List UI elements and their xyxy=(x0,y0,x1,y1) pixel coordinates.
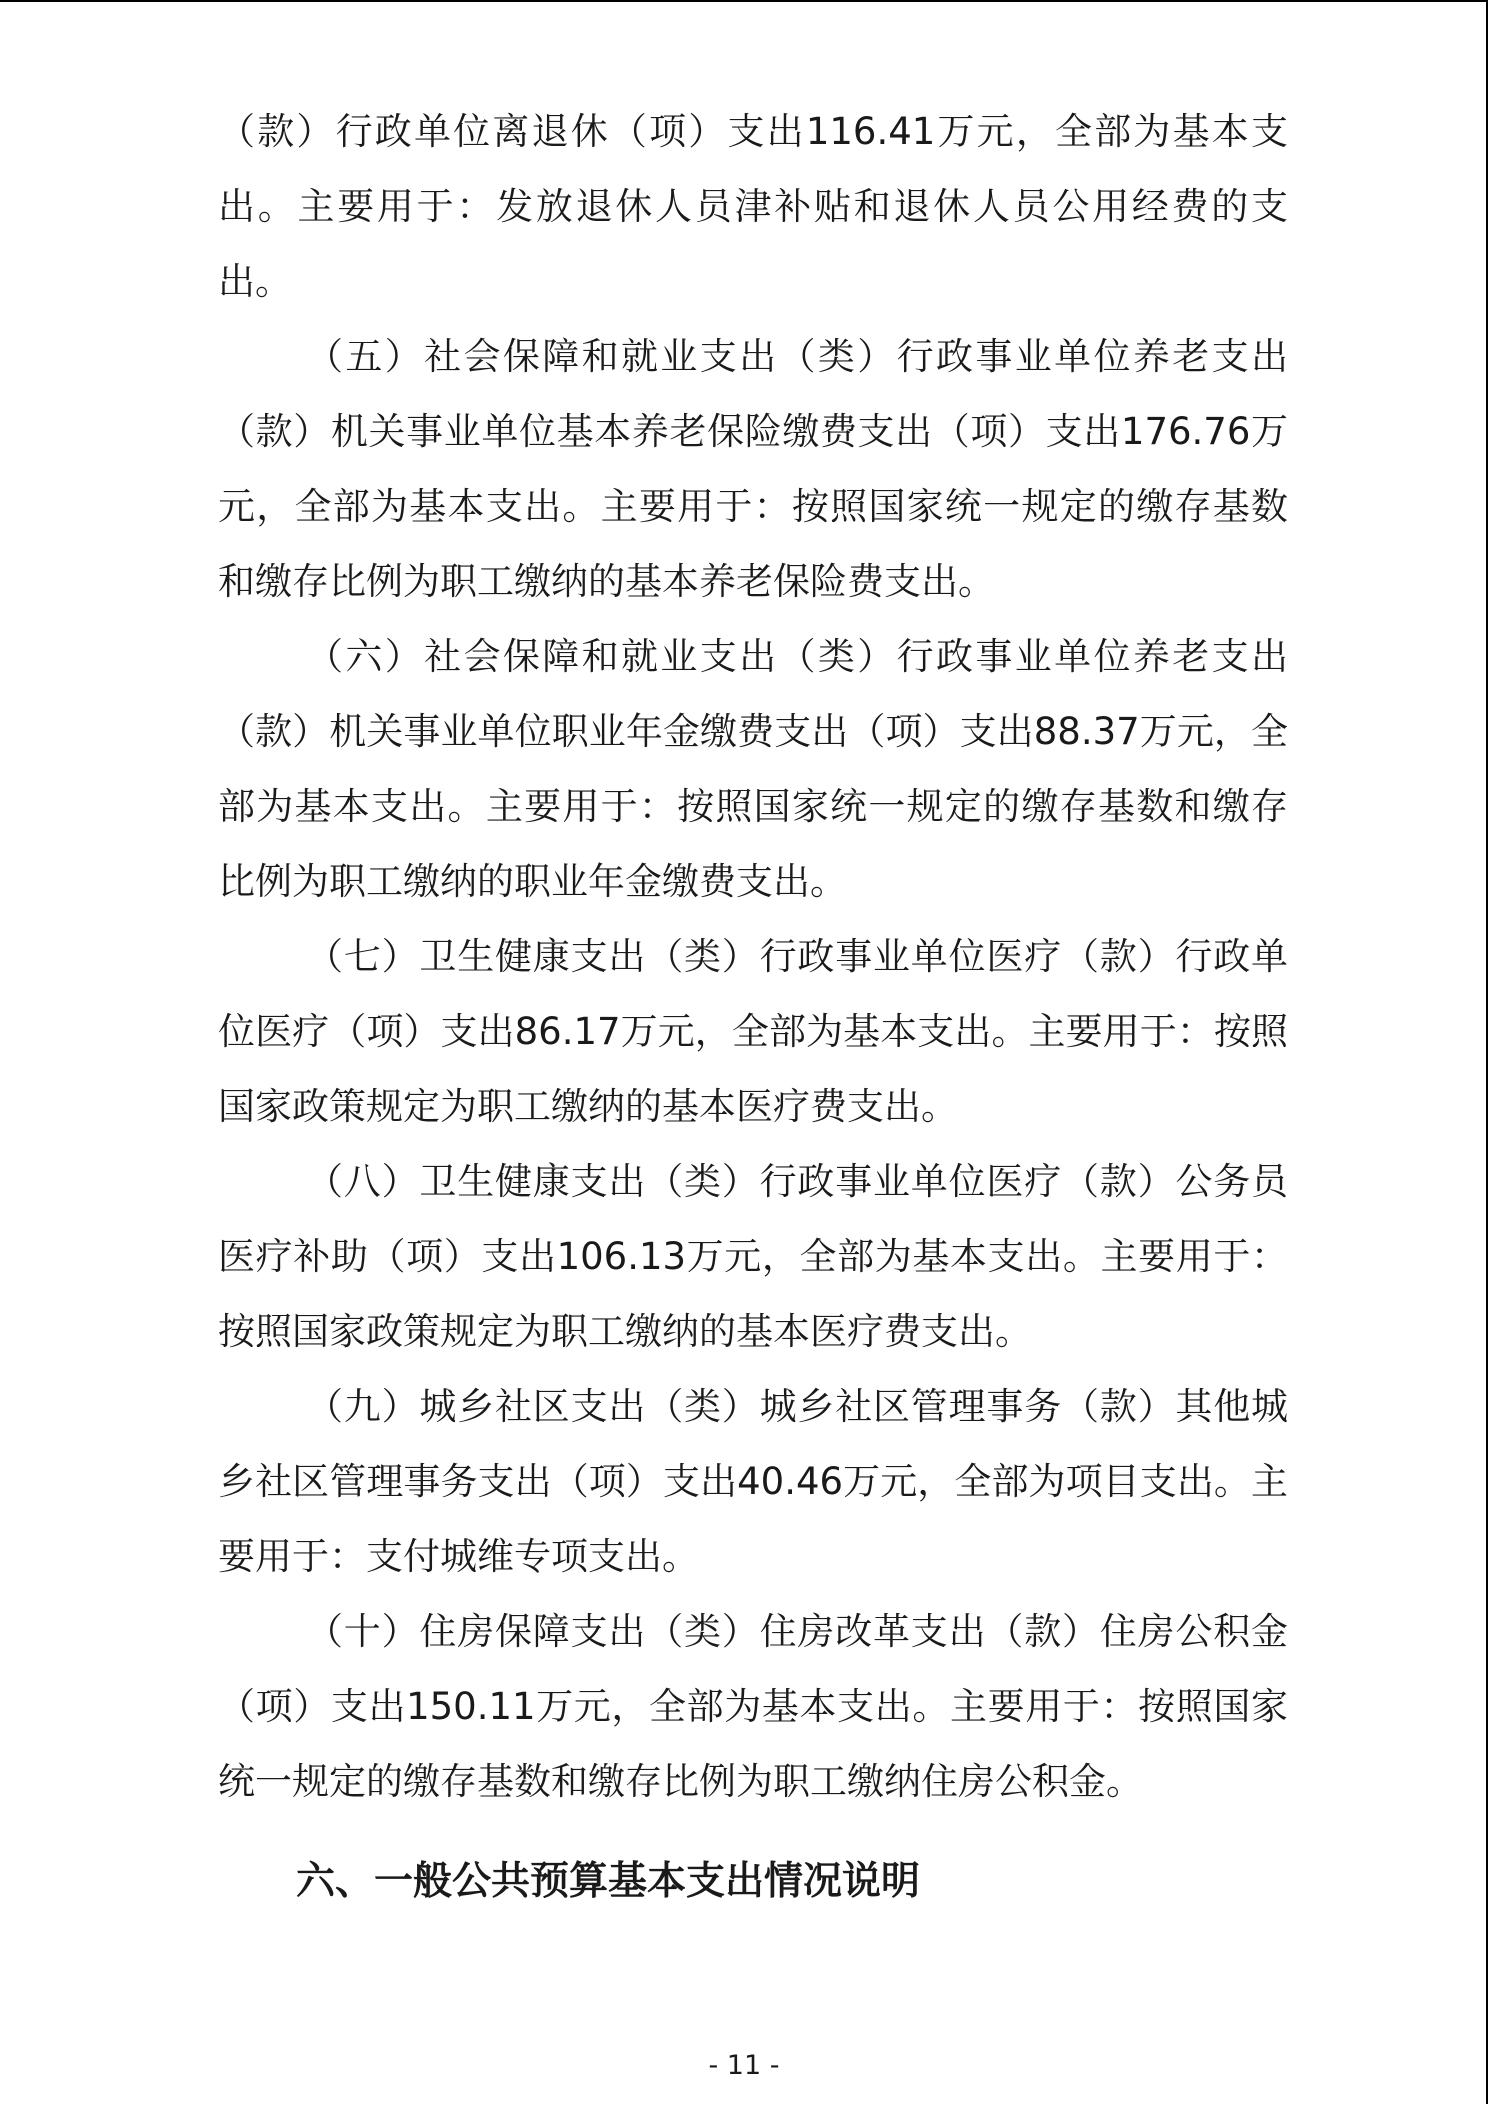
paragraph-retirement: （款）行政单位离退休（项）支出116.41万元，全部为基本支出。主要用于：发放退休人员津补贴和退休人员公用经费的支出。 xyxy=(218,110,1288,303)
paragraph-urban-rural-community: （九）城乡社区支出（类）城乡社区管理事务（款）其他城乡社区管理事务支出（项）支出40.46万元，全部为项目支出。主要用于：支付城维专项支出。 xyxy=(218,1385,1288,1578)
paragraph-housing-fund: （十）住房保障支出（类）住房改革支出（款）住房公积金（项）支出150.11万元，全部为基本支出。主要用于：按照国家统一规定的缴存基数和缴存比例为职工缴纳住房公积金。 xyxy=(218,1610,1288,1803)
paragraph-administrative-medical: （七）卫生健康支出（类）行政事业单位医疗（款）行政单位医疗（项）支出86.17万元，全部为基本支出。主要用于：按照国家政策规定为职工缴纳的基本医疗费支出。 xyxy=(218,935,1288,1128)
page-number: - 11 - xyxy=(708,2050,780,2081)
paragraph-occupational-annuity: （六）社会保障和就业支出（类）行政事业单位养老支出（款）机关事业单位职业年金缴费支出（项）支出88.37万元，全部为基本支出。主要用于：按照国家统一规定的缴存基数和缴存比例为职工缴纳的职业年金缴费支出。 xyxy=(218,635,1288,903)
section-heading: 六、一般公共预算基本支出情况说明 xyxy=(296,1859,921,1904)
paragraph-civil-servant-medical: （八）卫生健康支出（类）行政事业单位医疗（款）公务员医疗补助（项）支出106.13万元，全部为基本支出。主要用于：按照国家政策规定为职工缴纳的基本医疗费支出。 xyxy=(218,1160,1288,1353)
document-body xyxy=(218,94,1288,1819)
paragraph-basic-pension: （五）社会保障和就业支出（类）行政事业单位养老支出（款）机关事业单位基本养老保险缴费支出（项）支出176.76万元，全部为基本支出。主要用于：按照国家统一规定的缴存基数和缴存比例为职工缴纳的基本养老保险费支出。 xyxy=(218,335,1288,603)
